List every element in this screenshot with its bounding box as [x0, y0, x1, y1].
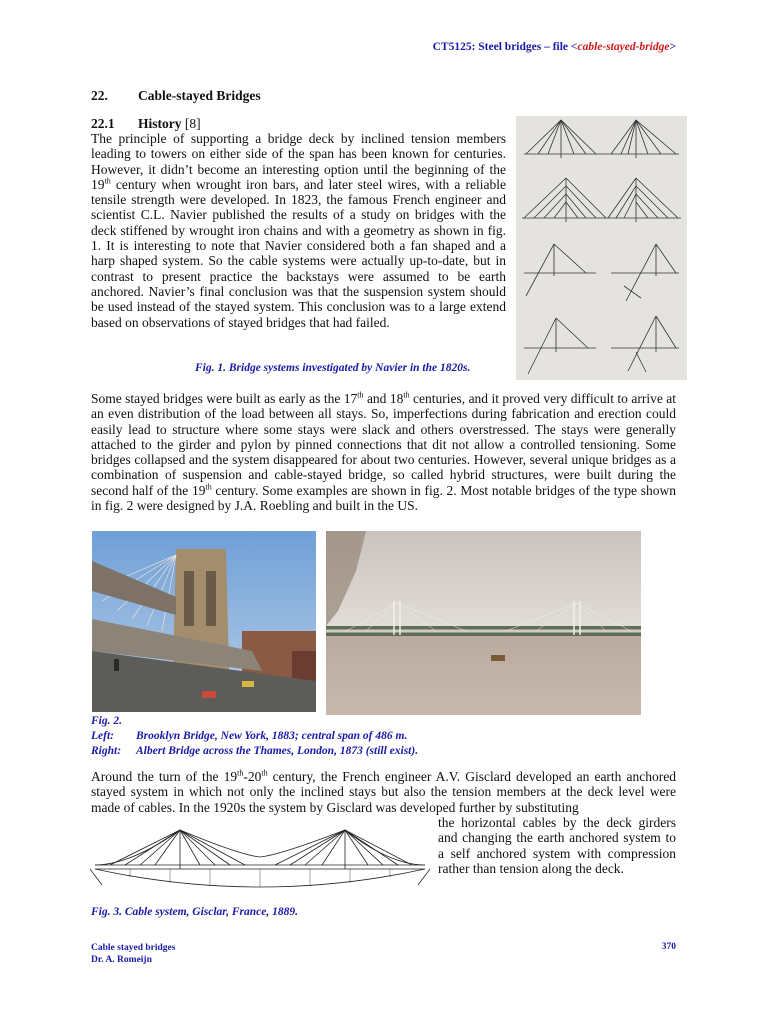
figure-2-right-label: Right:: [91, 745, 122, 757]
header-course: CT5125: Steel bridges – file <: [432, 41, 578, 53]
subsection-title-text: History: [138, 116, 182, 131]
figure-2-caption: [91, 714, 418, 759]
figure-2-right-text: Albert Bridge across the Thames, London, 1873 (still exist).: [136, 745, 419, 757]
page-number: 370: [661, 942, 676, 952]
figure-2-left-text: Brooklyn Bridge, New York, 1883; central span of 486 m.: [136, 730, 408, 742]
header-suffix: >: [669, 41, 676, 53]
albert-bridge-photo: [326, 531, 641, 715]
paragraph-1: The principle of supporting a bridge deck by inclined tension members leading to towers on either side of the span has been known for centuries. However, it didn’t become an interesting option until the beginning of the 19th century when wrought iron bars, and later steel wires, with a reliable tensile strength were developed. In 1823, the famous French engineer and scientist C.L. Navier published the results of a study on bridges with the deck stiffened by wrought iron chains and with a geometry as shown in fig. 1. It is interesting to note that Navier considered both a fan shaped and a harp shaped system. So the cable systems were actually up-to-date, but in contrast to present practice the backstays were assumed to be earth anchored. Navier’s final conclusion was that the suspension system should be used instead of the stayed system. This conclusion was to a large extend based on observations of stayed bridges that had failed.: [91, 131, 506, 330]
page-footer: [91, 942, 175, 966]
subsection-title: [91, 116, 201, 132]
figure-2-caption-title: Fig. 2.: [91, 715, 122, 727]
footer-author: Dr. A. Romeijn: [91, 955, 152, 965]
figure-2-left-label: Left:: [91, 730, 114, 742]
figure-3-gisclard-drawing: [90, 825, 430, 905]
page-header: [433, 41, 676, 53]
paragraph-3: Around the turn of the 19th-20th century, the French engineer A.V. Gisclard developed an earth anchored stayed system in which not only the inclined stays but also the tension members at the deck level were made of cables. In the 1920s the system by Gisclard was developed further by substituting: [91, 768, 676, 815]
figure-1-caption: Fig. 1. Bridge systems investigated by Navier in the 1820s.: [195, 362, 471, 374]
paragraph-4: the horizontal cables by the deck girders and changing the earth anchored system to a self anchored system with compression rather than tension along the deck.: [438, 815, 676, 876]
subsection-ref: [8]: [184, 116, 201, 131]
section-title: [91, 88, 261, 104]
figure-1-navier-drawings: [516, 116, 687, 380]
section-title-text: Cable-stayed Bridges: [138, 88, 261, 103]
section-number: 22.: [91, 88, 108, 103]
brooklyn-bridge-photo: [92, 531, 316, 712]
footer-title: Cable stayed bridges: [91, 943, 176, 953]
figure-3-caption: Fig. 3. Cable system, Gisclar, France, 1889.: [91, 906, 298, 918]
subsection-number: 22.1: [91, 116, 115, 131]
header-file: cable-stayed-bridge: [577, 41, 670, 53]
paragraph-2: Some stayed bridges were built as early as the 17th and 18th centuries, and it proved very difficult to arrive at an even distribution of the load between all stays. So, imperfections during fabrication and erection could easily lead to structure where some stays were slack and others overstressed. The stays were generally attached to the girder and pylon by pinned connections that dit not allow a controlled tensioning. Some bridges collapsed and the system disappeared for about two centuries. However, several unique bridges as a combination of suspension and cable-stayed bridge, so called hybrid structures, were built during the second half of the 19th century. Some examples are shown in fig. 2. Most notable bridges of the type shown in fig. 2 were designed by J.A. Roebling and built in the US.: [91, 390, 676, 514]
